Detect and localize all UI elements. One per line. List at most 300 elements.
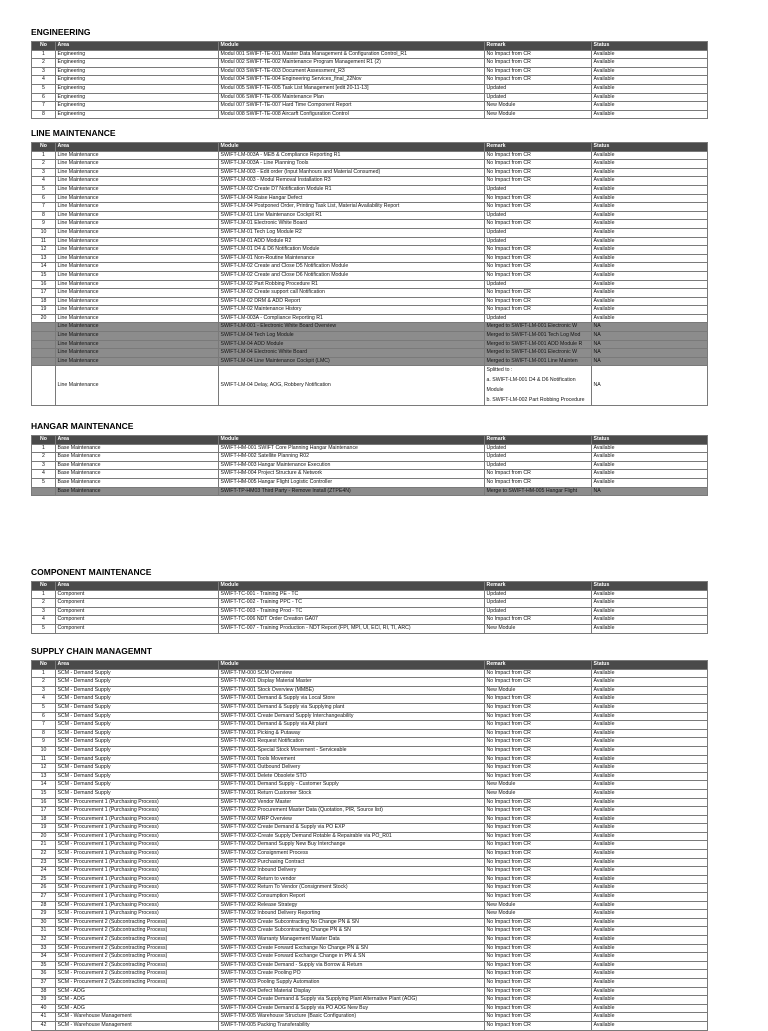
cell-area: Line Maintenance [56,254,219,263]
section-title: HANGAR MAINTENANCE [31,421,134,431]
cell-no: 8 [32,729,56,738]
column-header: Remark [485,143,592,152]
cell-area: Line Maintenance [56,366,219,406]
table-row [32,772,708,781]
cell-status: Available [592,936,708,945]
cell-no: 36 [32,970,56,979]
cell-module: SWIFT-TM-003 Create Subcontracting Change PN & SN [219,927,485,936]
cell-no: 34 [32,953,56,962]
cell-no: 6 [32,712,56,721]
cell-area: SCM - Procurement 1 (Purchasing Process) [56,884,219,893]
cell-module: SWIFT-LM-04 Postponed Order, Printing Task List, Material Availability Report [219,203,485,212]
cell-no: 7 [32,721,56,730]
remark-line: a. SWIFT-LM-001 D4 & D6 Notification Module [486,377,576,393]
table-row [32,678,708,687]
cell-area: Line Maintenance [56,160,219,169]
cell-module: SWIFT-LM-003 - Edit order (Input Manhours and Material Consumed) [219,168,485,177]
cell-status: Available [592,721,708,730]
cell-area: SCM - Procurement 1 (Purchasing Process) [56,841,219,850]
cell-module: SWIFT-TM-001 Demand Supply - Customer Supply [219,781,485,790]
cell-no: 8 [32,110,56,119]
table-row [32,84,708,93]
cell-status: NA [592,487,708,496]
cell-remark: Updated [485,590,592,599]
cell-no: 3 [32,67,56,76]
cell-no: 24 [32,867,56,876]
cell-remark: No Impact from CR [485,746,592,755]
cell-area: SCM - Demand Supply [56,721,219,730]
table-header-row [32,661,708,670]
table-row [32,850,708,859]
cell-no: 7 [32,102,56,111]
cell-area: SCM - Procurement 2 (Subcontracting Process) [56,970,219,979]
table-row [32,263,708,272]
column-header: Remark [485,436,592,445]
cell-area: Line Maintenance [56,228,219,237]
cell-status: Available [592,789,708,798]
table-row-merged [32,323,708,332]
table-row [32,624,708,633]
cell-module: SWIFT-TC-006 NDT Order Creation GA07 [219,616,485,625]
table-row [32,987,708,996]
table-row [32,729,708,738]
cell-status: Available [592,832,708,841]
cell-module: SWIFT-LM-02 Create D7 Notification Module R1 [219,185,485,194]
cell-module: SWIFT-TM-001 Display Material Master [219,678,485,687]
table-row [32,67,708,76]
cell-area: Base Maintenance [56,453,219,462]
table-row [32,314,708,323]
cell-no: 2 [32,160,56,169]
cell-no: 40 [32,1004,56,1013]
cell-module: SWIFT-TM-001 Demand & Supply via Supplying plant [219,703,485,712]
cell-area: SCM - Procurement 1 (Purchasing Process) [56,875,219,884]
cell-module: SWIFT-TM-002 Return to vendor [219,875,485,884]
cell-no: 12 [32,246,56,255]
cell-remark: No Impact from CR [485,306,592,315]
table-row [32,607,708,616]
cell-area: Line Maintenance [56,323,219,332]
cell-module: SWIFT-TM-002 Inbound Delivery Reporting [219,910,485,919]
remark-line: Splitted to : [486,367,513,374]
cell-module: SWIFT-LM-003A - MEB & Compliance Reporting R1 [219,151,485,160]
cell-status: Available [592,669,708,678]
cell-no: 3 [32,607,56,616]
cell-no: 37 [32,978,56,987]
cell-no: 27 [32,893,56,902]
table-row [32,102,708,111]
cell-area: Line Maintenance [56,349,219,358]
cell-module: SWIFT-TM-001 Stock Overview (MMBE) [219,686,485,695]
cell-status: Available [592,884,708,893]
table-row [32,738,708,747]
cell-status: Available [592,67,708,76]
table-row [32,944,708,953]
cell-status: Available [592,996,708,1005]
cell-area: SCM - Demand Supply [56,764,219,773]
cell-module: Modul 002 SWIFT-TE-002 Maintenance Program Management R1 (2) [219,59,485,68]
cell-status: Available [592,160,708,169]
cell-module: SWIFT-TM-004 Defect Material Display [219,987,485,996]
cell-status: Available [592,1013,708,1022]
component-maintenance-table [31,581,708,634]
cell-remark: No Impact from CR [485,194,592,203]
table-row [32,1021,708,1030]
column-header: Area [56,143,219,152]
column-header: Module [219,143,485,152]
cell-no: 4 [32,616,56,625]
cell-remark: Updated [485,237,592,246]
cell-module: SWIFT-TM-001 Delete Obsolete STO [219,772,485,781]
cell-area: SCM - Demand Supply [56,746,219,755]
cell-status: Available [592,858,708,867]
cell-remark: No Impact from CR [485,884,592,893]
cell-area: SCM - Procurement 1 (Purchasing Process) [56,832,219,841]
cell-no: 21 [32,841,56,850]
cell-area: SCM - Procurement 1 (Purchasing Process) [56,815,219,824]
cell-area: Component [56,624,219,633]
cell-status: Available [592,607,708,616]
cell-area: Line Maintenance [56,332,219,341]
cell-no: 5 [32,185,56,194]
cell-remark: No Impact from CR [485,50,592,59]
table-row [32,203,708,212]
cell-status: Available [592,841,708,850]
cell-no [32,340,56,349]
cell-remark: No Impact from CR [485,203,592,212]
cell-remark: No Impact from CR [485,961,592,970]
cell-no: 5 [32,703,56,712]
cell-remark: No Impact from CR [485,271,592,280]
cell-remark: Updated [485,599,592,608]
cell-no: 2 [32,453,56,462]
cell-module: SWIFT-LM-04 Tech Log Module [219,332,485,341]
cell-area: Line Maintenance [56,177,219,186]
cell-status: Available [592,624,708,633]
cell-remark: No Impact from CR [485,721,592,730]
cell-status: Available [592,678,708,687]
table-row [32,893,708,902]
column-header: Status [592,143,708,152]
cell-no: 35 [32,961,56,970]
cell-status: Available [592,901,708,910]
cell-area: SCM - Demand Supply [56,755,219,764]
cell-area: SCM - Procurement 1 (Purchasing Process) [56,901,219,910]
cell-module: Modul 003 SWIFT-TE-003 Document Assessment_R3 [219,67,485,76]
cell-no: 25 [32,875,56,884]
cell-status: Available [592,772,708,781]
section-title: COMPONENT MAINTENANCE [31,567,152,577]
cell-module: SWIFT-TM-002 Return To Vendor (Consignment Stock) [219,884,485,893]
cell-status: Available [592,781,708,790]
cell-no: 5 [32,84,56,93]
cell-area: Engineering [56,50,219,59]
cell-remark: Merge to SWIFT-HM-005 Hangar Flight [485,487,592,496]
cell-module: SWIFT-TM-001 Create Demand Supply Interchangeability [219,712,485,721]
cell-remark: No Impact from CR [485,996,592,1005]
cell-status: Available [592,893,708,902]
cell-remark: No Impact from CR [485,669,592,678]
cell-module: SWIFT-LM-01 Tech Log Module R2 [219,228,485,237]
cell-status: Available [592,755,708,764]
cell-module: SWIFT-LM-01 Line Maintenance Cockpit R1 [219,211,485,220]
cell-module: SWIFT-TM-002 Demand Supply New Buy Interchange [219,841,485,850]
section-title: SUPPLY CHAIN MANAGEMNT [31,646,152,656]
cell-area: SCM - Procurement 2 (Subcontracting Process) [56,953,219,962]
cell-remark: No Impact from CR [485,755,592,764]
cell-no: 14 [32,781,56,790]
cell-no: 9 [32,738,56,747]
column-header: Status [592,582,708,591]
cell-area: Line Maintenance [56,237,219,246]
cell-remark: No Impact from CR [485,875,592,884]
cell-remark: New Module [485,781,592,790]
cell-no: 16 [32,280,56,289]
cell-no: 26 [32,884,56,893]
cell-no: 5 [32,624,56,633]
table-row [32,1004,708,1013]
cell-status: Available [592,93,708,102]
cell-status: Available [592,306,708,315]
cell-module: SWIFT-LM-04 Delay, AOG, Robbery Notification [219,366,485,406]
cell-remark: Merged to SWIFT-LM-001 Line Mainten [485,357,592,366]
cell-remark: Updated [485,461,592,470]
cell-no: 31 [32,927,56,936]
cell-status: Available [592,50,708,59]
cell-area: Line Maintenance [56,151,219,160]
cell-no: 3 [32,461,56,470]
cell-status: Available [592,729,708,738]
cell-status: Available [592,289,708,298]
cell-no: 22 [32,850,56,859]
cell-area: Engineering [56,93,219,102]
cell-status: Available [592,815,708,824]
cell-status: Available [592,703,708,712]
table-row [32,721,708,730]
table-row [32,616,708,625]
cell-status: Available [592,1004,708,1013]
cell-area: Line Maintenance [56,220,219,229]
hangar-maintenance-section [31,420,707,496]
cell-module: SWIFT-HM-001 SWIFT Core Planning Hangar Maintenance [219,444,485,453]
table-row [32,927,708,936]
cell-area: SCM - Procurement 1 (Purchasing Process) [56,893,219,902]
cell-remark: No Impact from CR [485,738,592,747]
cell-no: 3 [32,168,56,177]
cell-no: 12 [32,764,56,773]
cell-status: Available [592,875,708,884]
cell-status: Available [592,237,708,246]
cell-status: Available [592,1021,708,1030]
cell-status: Available [592,738,708,747]
cell-area: SCM - Demand Supply [56,712,219,721]
table-row [32,807,708,816]
cell-status: Available [592,84,708,93]
cell-module: SWIFT-TM-002 Create Demand & Supply via PO EXP [219,824,485,833]
cell-no: 41 [32,1013,56,1022]
column-header: Module [219,436,485,445]
cell-area: SCM - Procurement 2 (Subcontracting Process) [56,927,219,936]
table-row [32,211,708,220]
cell-module: SWIFT-LM-01 ADD Module R2 [219,237,485,246]
cell-remark: No Impact from CR [485,987,592,996]
cell-status: Available [592,59,708,68]
cell-status: Available [592,599,708,608]
table-row [32,478,708,487]
cell-remark: New Module [485,102,592,111]
table-row [32,453,708,462]
cell-status: Available [592,76,708,85]
cell-area: Base Maintenance [56,461,219,470]
table-header-row [32,143,708,152]
table-row [32,151,708,160]
cell-status: Available [592,444,708,453]
table-row [32,237,708,246]
cell-remark: No Impact from CR [485,703,592,712]
table-row [32,246,708,255]
cell-area: SCM - Procurement 2 (Subcontracting Process) [56,961,219,970]
column-header: No [32,42,56,51]
cell-remark: No Impact from CR [485,168,592,177]
cell-module: SWIFT-HM-002 Satellite Planning R02 [219,453,485,462]
cell-no: 9 [32,220,56,229]
cell-no: 29 [32,910,56,919]
cell-remark: No Impact from CR [485,850,592,859]
cell-module: SWIFT-LM-02 Create support call Notification [219,289,485,298]
cell-status: Available [592,185,708,194]
cell-remark: Updated [485,280,592,289]
cell-no: 13 [32,254,56,263]
cell-module: SWIFT-TM-001 Picking & Putaway [219,729,485,738]
engineering-section [31,26,707,119]
cell-module: SWIFT-TM-002 Release Strategy [219,901,485,910]
column-header: Remark [485,42,592,51]
cell-area: SCM - Demand Supply [56,729,219,738]
cell-module: SWIFT-TM-002 Consumption Report [219,893,485,902]
cell-status: NA [592,357,708,366]
cell-status: Available [592,102,708,111]
cell-remark: Updated [485,211,592,220]
cell-area: SCM - Warehouse Management [56,1013,219,1022]
cell-module: SWIFT-TM-001 Tools Movement [219,755,485,764]
cell-status: Available [592,824,708,833]
line-maintenance-table [31,142,708,406]
cell-module: SWIFT-LM-003A - Line Planning Tools [219,160,485,169]
cell-remark: Updated [485,314,592,323]
table-row [32,936,708,945]
table-row [32,901,708,910]
cell-remark [485,366,592,406]
cell-remark: No Impact from CR [485,970,592,979]
cell-remark: No Impact from CR [485,1021,592,1030]
cell-remark: No Impact from CR [485,695,592,704]
cell-module: SWIFT-TM-002 Inbound Delivery [219,867,485,876]
cell-status: Available [592,910,708,919]
cell-status: Available [592,978,708,987]
table-row [32,470,708,479]
cell-remark: No Impact from CR [485,76,592,85]
table-row [32,970,708,979]
table-row-merged [32,349,708,358]
table-row [32,50,708,59]
cell-remark: No Impact from CR [485,936,592,945]
cell-remark: No Impact from CR [485,1013,592,1022]
remark-line: b. SWIFT-LM-002 Part Robbing Procedure [486,396,585,403]
cell-module: SWIFT-TM-003 Create Demand - Supply via Borrow & Return [219,961,485,970]
cell-status: Available [592,944,708,953]
cell-module: Modul 005 SWIFT-TE-005 Task List Management [edit 20-11-13] [219,84,485,93]
cell-module: SWIFT-TM-004 Create Demand & Supply via Supplying Plant Alternative Plant (AOG) [219,996,485,1005]
cell-module: SWIFT-TM-003 Create Forward Exchange No Change PN & SN [219,944,485,953]
cell-module: SWIFT-TC-003 - Training Prod - TC [219,607,485,616]
cell-status: Available [592,110,708,119]
cell-no: 10 [32,228,56,237]
cell-remark: New Module [485,686,592,695]
cell-no [32,349,56,358]
cell-remark: No Impact from CR [485,59,592,68]
cell-area: Engineering [56,76,219,85]
cell-area: Engineering [56,59,219,68]
cell-area: Line Maintenance [56,185,219,194]
line-maintenance-section [31,127,707,406]
table-row-merged [32,332,708,341]
cell-module: SWIFT-TM-001 Demand & Supply via Alt plant [219,721,485,730]
cell-no: 2 [32,599,56,608]
cell-status: Available [592,686,708,695]
cell-no [32,323,56,332]
table-row [32,996,708,1005]
cell-module: SWIFT-LM-04 ADD Module [219,340,485,349]
cell-area: Line Maintenance [56,271,219,280]
cell-no: 14 [32,263,56,272]
table-row [32,194,708,203]
cell-remark: Updated [485,607,592,616]
cell-module: SWIFT-TM-002 Procurement Master Data (Quotation, PIR, Source list) [219,807,485,816]
cell-module: Modul 004 SWIFT-TE-004 Engineering Services_final_22Nov [219,76,485,85]
cell-status: NA [592,323,708,332]
cell-status: NA [592,340,708,349]
cell-status: Available [592,712,708,721]
cell-module: SWIFT-LM-02 Part Robbing Procedure R1 [219,280,485,289]
component-maintenance-section [31,566,707,634]
cell-module: Modul 007 SWIFT-TE-007 Hard Time Component Report [219,102,485,111]
cell-status: Available [592,246,708,255]
table-row [32,1013,708,1022]
column-header: No [32,582,56,591]
cell-no: 13 [32,772,56,781]
cell-module: SWIFT-TM-001 Request Notification [219,738,485,747]
cell-module: SWIFT-LM-01 D4 & D6 Notification Module [219,246,485,255]
cell-area: SCM - Demand Supply [56,669,219,678]
cell-area: SCM - Procurement 1 (Purchasing Process) [56,807,219,816]
cell-no: 18 [32,815,56,824]
cell-remark: No Impact from CR [485,67,592,76]
cell-remark: No Impact from CR [485,678,592,687]
table-row [32,686,708,695]
cell-area: Component [56,616,219,625]
cell-module: SWIFT-TM-002 Consignment Process [219,850,485,859]
cell-module: SWIFT-TM-001-Special Stock Movement - Serviceable [219,746,485,755]
cell-area: Base Maintenance [56,478,219,487]
cell-area: Line Maintenance [56,289,219,298]
cell-status: Available [592,987,708,996]
cell-area: Component [56,590,219,599]
cell-area: Engineering [56,84,219,93]
cell-area: SCM - Procurement 1 (Purchasing Process) [56,798,219,807]
cell-no: 16 [32,798,56,807]
cell-remark: No Impact from CR [485,927,592,936]
cell-area: Line Maintenance [56,280,219,289]
